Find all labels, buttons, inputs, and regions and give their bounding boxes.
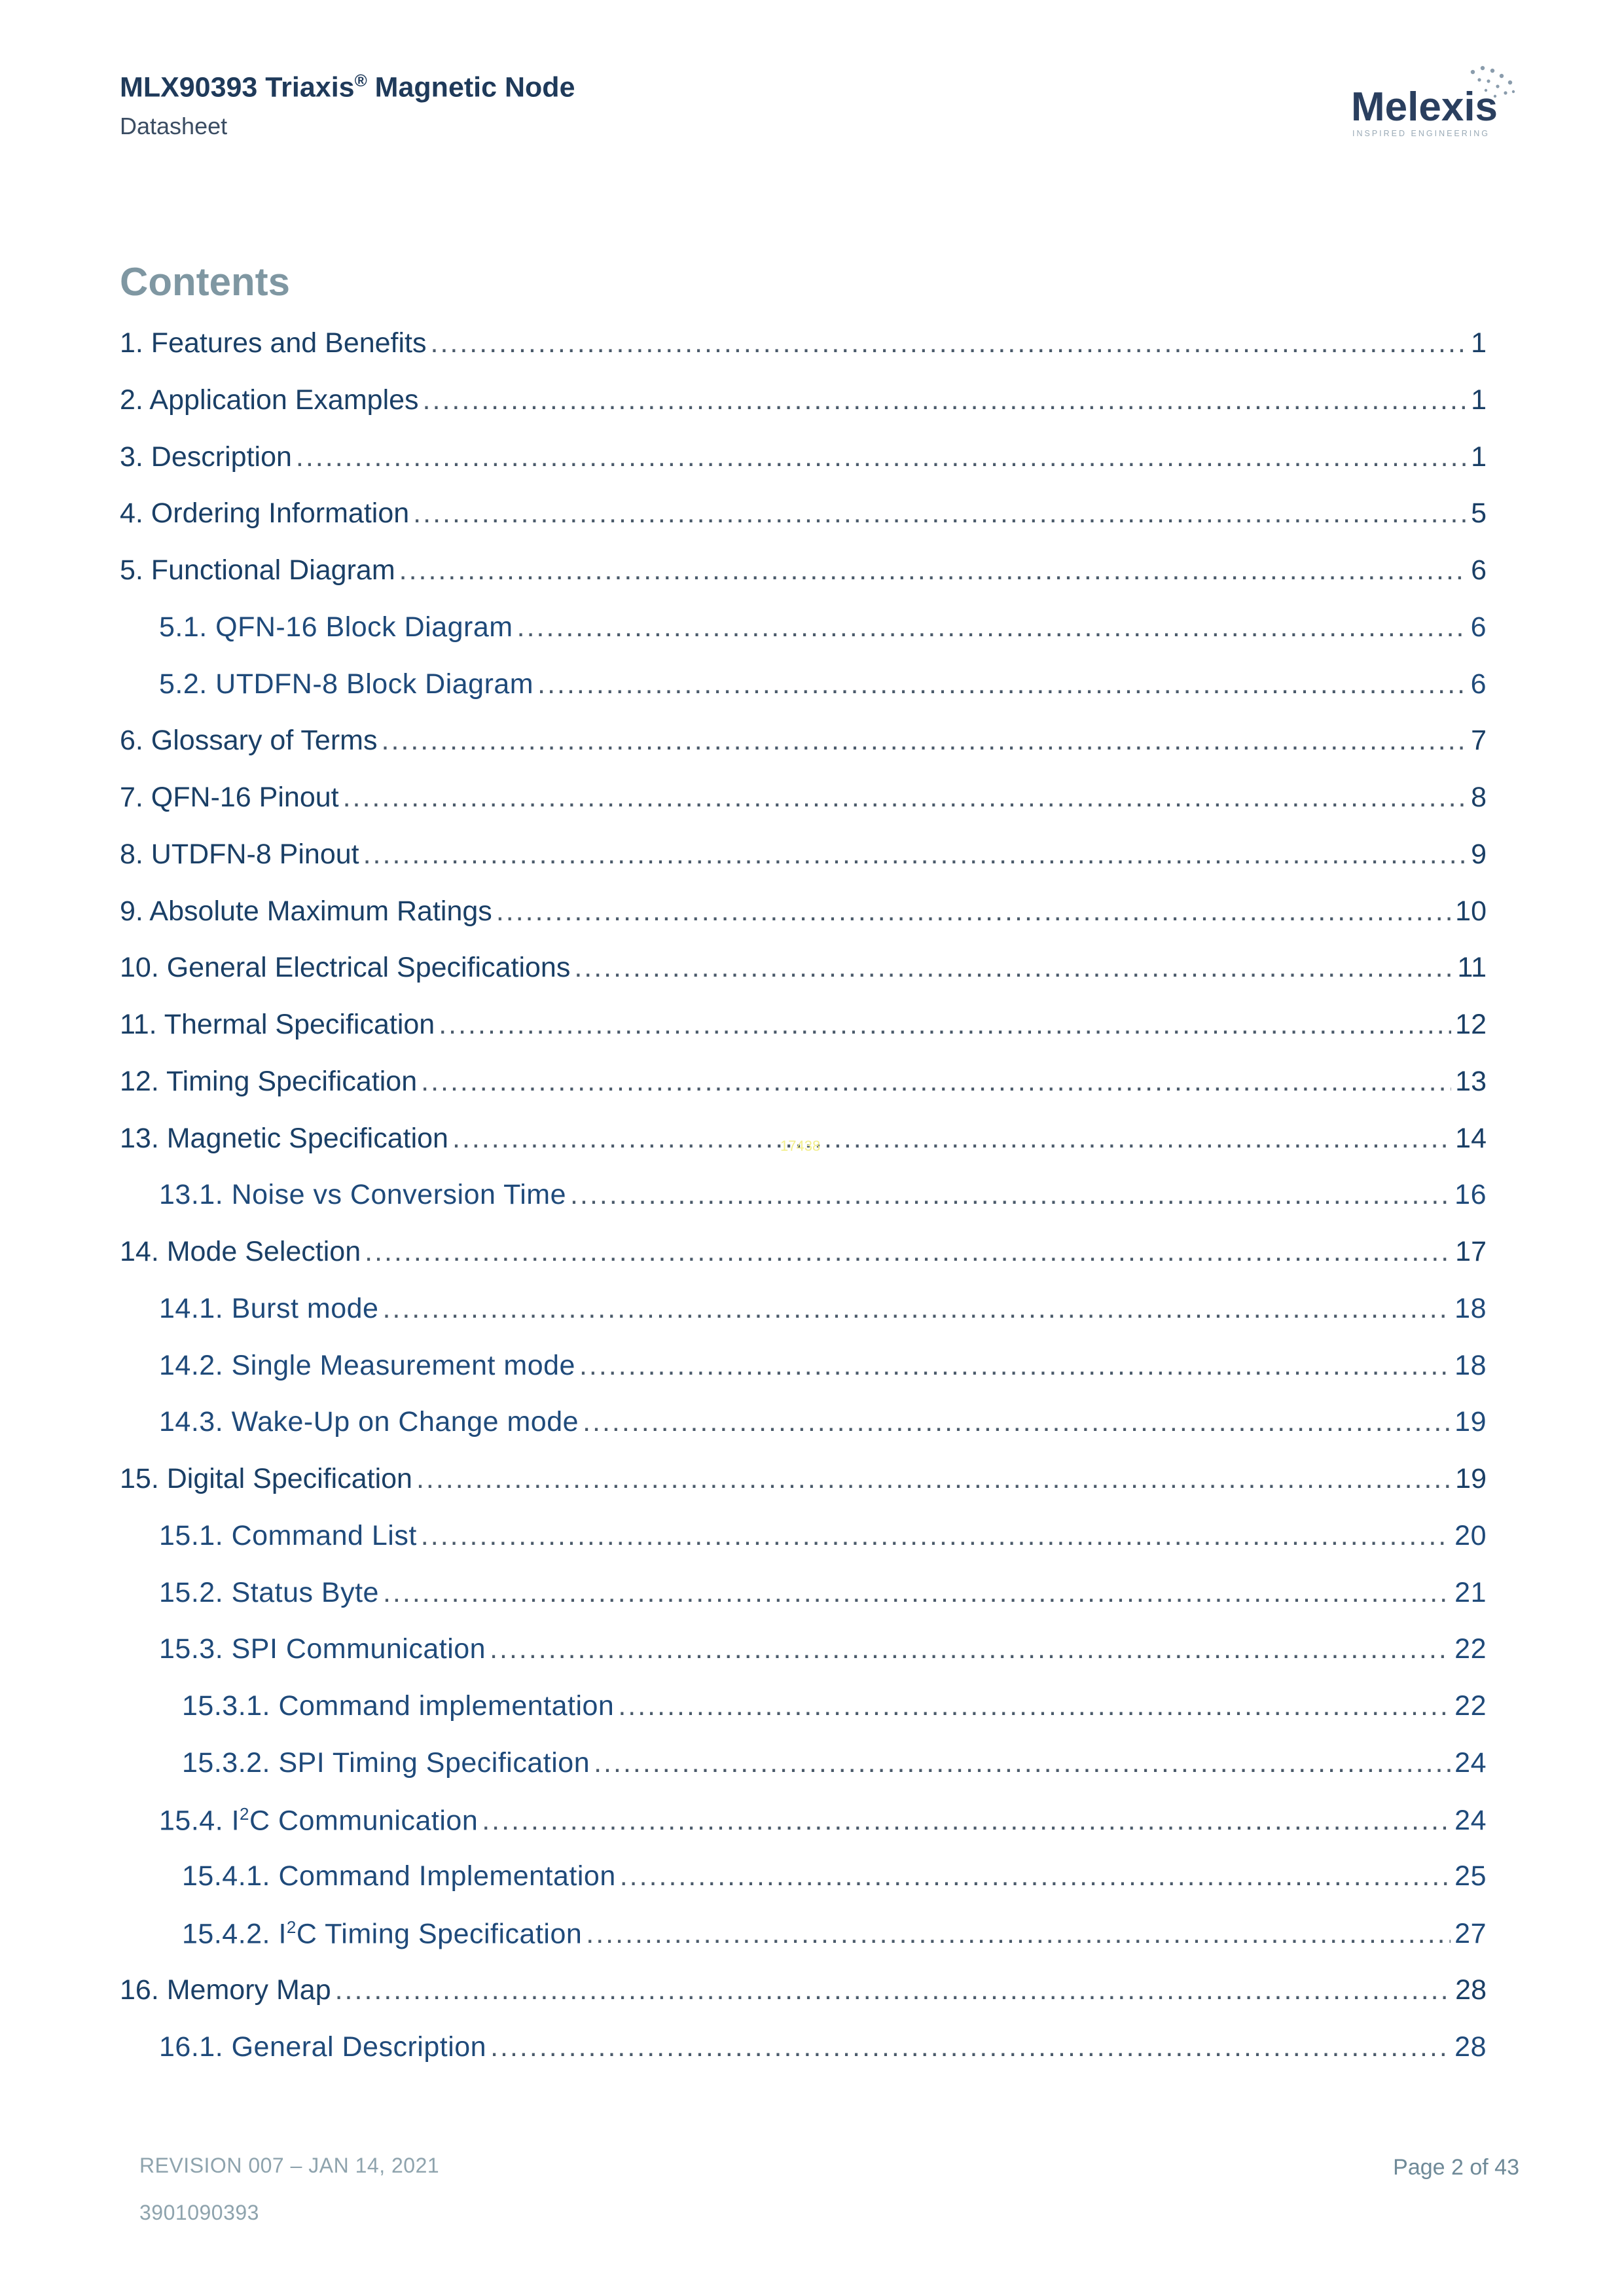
toc-entry-title: 6. Glossary of Terms: [120, 725, 378, 757]
toc-entry-page: 7: [1471, 725, 1487, 757]
toc-dot-leader: [618, 1690, 1451, 1722]
toc-entry-title: 15. Digital Specification: [120, 1463, 412, 1494]
toc-entry-title-suffix: C Timing Specification: [296, 1918, 583, 1950]
toc-entry-title: 15.4.1. Command Implementation: [182, 1860, 616, 1892]
toc-entry[interactable]: [120, 2025, 1487, 2082]
toc-entry[interactable]: [120, 1002, 1487, 1059]
toc-dot-leader: [490, 2031, 1451, 2063]
toc-dot-leader: [583, 1406, 1451, 1438]
toc-dot-leader: [382, 725, 1468, 757]
toc-entry-page: 18: [1454, 1292, 1487, 1324]
toc-dot-leader: [439, 1009, 1451, 1041]
toc-dot-leader: [421, 1066, 1451, 1098]
toc-entry-page: 24: [1454, 1746, 1487, 1779]
toc-entry[interactable]: [120, 1911, 1487, 1968]
toc-entry-title: [159, 1804, 478, 1837]
toc-entry-page: 25: [1454, 1860, 1487, 1892]
logo-wordmark: Melexis: [1351, 84, 1498, 130]
toc-entry[interactable]: [120, 889, 1487, 946]
toc-dot-leader: [296, 441, 1467, 473]
toc-entry-title: 15.3.1. Command implementation: [182, 1690, 615, 1722]
footer-document-number: 3901090393: [139, 2201, 259, 2224]
toc-entry-title: 14.1. Burst mode: [159, 1292, 379, 1324]
document-title-text: MLX90393 Triaxis: [120, 71, 355, 103]
toc-entry-page: 8: [1471, 782, 1487, 813]
toc-entry-page: 28: [1454, 2031, 1487, 2063]
toc-entry-title: 12. Timing Specification: [120, 1065, 418, 1097]
toc-entry-page: 27: [1454, 1918, 1487, 1950]
toc-entry-page: 18: [1454, 1349, 1487, 1381]
toc-dot-leader: [570, 1179, 1451, 1211]
toc-dot-leader: [482, 1805, 1451, 1837]
toc-entry[interactable]: [120, 1798, 1487, 1854]
registered-mark: ®: [354, 71, 367, 90]
toc-entry-page: 6: [1470, 611, 1487, 643]
toc-entry-title: 14.3. Wake-Up on Change mode: [159, 1406, 579, 1438]
toc-entry-title: 5.2. UTDFN-8 Block Diagram: [159, 668, 534, 700]
toc-entry-page: 22: [1454, 1690, 1487, 1722]
toc-entry-page: 17: [1455, 1236, 1487, 1267]
toc-entry-page: 16: [1454, 1179, 1487, 1211]
toc-entry-title: 5.1. QFN-16 Block Diagram: [159, 611, 513, 643]
toc-dot-leader: [594, 1747, 1451, 1779]
toc-entry-page: 10: [1455, 895, 1487, 927]
toc-entry-title: 14.2. Single Measurement mode: [159, 1349, 575, 1381]
toc-entry-title: 4. Ordering Information: [120, 497, 410, 530]
toc-entry-page: 1: [1471, 327, 1487, 359]
toc-entry[interactable]: [120, 945, 1487, 1002]
toc-entry-page: 11: [1457, 952, 1487, 984]
document-subtitle: Datasheet: [120, 113, 228, 139]
toc-entry-page: 6: [1470, 668, 1487, 700]
toc-dot-leader: [574, 952, 1453, 984]
logo-tagline: INSPIRED ENGINEERING: [1352, 129, 1490, 138]
toc-entry-title: 1. Features and Benefits: [120, 327, 427, 359]
toc-entry-title-superscript: 2: [240, 1803, 249, 1824]
toc-entry[interactable]: [120, 1456, 1487, 1513]
toc-entry-title: 16.1. General Description: [159, 2031, 487, 2063]
toc-entry[interactable]: [120, 435, 1487, 492]
toc-entry[interactable]: [120, 1854, 1487, 1911]
toc-dot-leader: [490, 1633, 1451, 1665]
toc-entry[interactable]: [120, 718, 1487, 775]
toc-entry-title-prefix: 15.4. I: [159, 1804, 240, 1836]
toc-entry[interactable]: [120, 1400, 1487, 1456]
toc-entry[interactable]: [120, 1627, 1487, 1684]
toc-entry-title: 2. Application Examples: [120, 384, 419, 416]
toc-dot-leader: [413, 497, 1467, 530]
toc-entry-title: 16. Memory Map: [120, 1974, 331, 2006]
toc-entry[interactable]: [120, 662, 1487, 719]
toc-dot-leader: [399, 554, 1467, 587]
toc-entry-title: 14. Mode Selection: [120, 1236, 361, 1267]
toc-entry-title: 13.1. Noise vs Conversion Time: [159, 1179, 567, 1211]
toc-entry[interactable]: [120, 1741, 1487, 1798]
toc-entry-page: 20: [1454, 1519, 1487, 1551]
toc-dot-leader: [363, 839, 1467, 871]
document-title-suffix: Magnetic Node: [367, 71, 575, 103]
toc-entry[interactable]: [120, 1513, 1487, 1570]
toc-entry-page: 9: [1471, 838, 1487, 870]
toc-entry[interactable]: [120, 1684, 1487, 1741]
toc-entry-page: 13: [1455, 1065, 1487, 1097]
toc-entry-title: 13. Magnetic Specification: [120, 1122, 448, 1154]
melexis-logo: [1348, 60, 1545, 145]
toc-dot-leader: [517, 611, 1467, 643]
watermark-text: 17438: [780, 1138, 821, 1154]
contents-heading: Contents: [120, 260, 290, 304]
toc-entry-title: 5. Functional Diagram: [120, 554, 395, 586]
toc-entry-title-superscript: 2: [286, 1917, 297, 1937]
document-title: [120, 71, 575, 103]
toc-entry-page: 22: [1454, 1633, 1487, 1665]
toc-dot-leader: [382, 1293, 1451, 1325]
toc-entry-title: 3. Description: [120, 441, 292, 473]
toc-dot-leader: [416, 1463, 1451, 1495]
toc-entry-title: [182, 1917, 582, 1950]
toc-entry-title: 9. Absolute Maximum Ratings: [120, 895, 492, 927]
toc-entry[interactable]: [120, 378, 1487, 435]
toc-entry-page: 19: [1454, 1406, 1487, 1438]
toc-entry[interactable]: [120, 775, 1487, 832]
toc-entry[interactable]: [120, 1229, 1487, 1286]
toc-dot-leader: [365, 1236, 1451, 1268]
toc-dot-leader: [537, 668, 1466, 700]
toc-entry[interactable]: [120, 1059, 1487, 1116]
toc-entry[interactable]: [120, 491, 1487, 548]
toc-entry-page: 1: [1471, 441, 1487, 473]
toc-entry-page: 12: [1455, 1009, 1487, 1040]
footer-revision: REVISION 007 – JAN 14, 2021: [139, 2154, 440, 2177]
toc-dot-leader: [620, 1860, 1451, 1892]
toc-dot-leader: [423, 384, 1468, 416]
toc-dot-leader: [452, 1123, 1451, 1155]
toc-entry[interactable]: [120, 1570, 1487, 1627]
toc-entry-page: 21: [1454, 1576, 1487, 1608]
toc-entry[interactable]: [120, 321, 1487, 378]
toc-entry-page: 28: [1455, 1974, 1487, 2006]
footer-page-number: Page 2 of 43: [1393, 2155, 1519, 2180]
toc-entry-title: 15.3.2. SPI Timing Specification: [182, 1746, 590, 1779]
toc-entry[interactable]: [120, 605, 1487, 662]
toc-entry-page: 6: [1471, 554, 1487, 586]
toc-entry-page: 24: [1454, 1804, 1487, 1836]
toc-dot-leader: [496, 895, 1451, 928]
toc-entry-title: 8. UTDFN-8 Pinout: [120, 838, 359, 870]
toc-dot-leader: [335, 1974, 1452, 2006]
toc-dot-leader: [431, 327, 1468, 359]
toc-entry-title-suffix: C Communication: [249, 1804, 478, 1836]
toc-entry[interactable]: [120, 1286, 1487, 1343]
toc-entry[interactable]: [120, 832, 1487, 889]
toc-entry-page: 14: [1455, 1122, 1487, 1154]
toc-entry-page: 1: [1471, 384, 1487, 416]
toc-dot-leader: [421, 1520, 1451, 1552]
toc-entry-title: 7. QFN-16 Pinout: [120, 782, 339, 813]
toc-entry-title: 15.1. Command List: [159, 1519, 417, 1551]
toc-entry[interactable]: [120, 1968, 1487, 2025]
table-of-contents: [120, 321, 1487, 2081]
toc-dot-leader: [383, 1577, 1451, 1609]
toc-entry-page: 5: [1471, 497, 1487, 530]
toc-entry[interactable]: [120, 1172, 1487, 1229]
toc-entry-title: 11. Thermal Specification: [120, 1009, 435, 1040]
toc-entry-page: 19: [1455, 1463, 1487, 1494]
toc-dot-leader: [343, 782, 1467, 814]
toc-entry[interactable]: [120, 1343, 1487, 1400]
toc-dot-leader: [586, 1918, 1451, 1950]
toc-entry-title-prefix: 15.4.2. I: [182, 1918, 287, 1950]
toc-entry-title: 15.2. Status Byte: [159, 1576, 379, 1608]
toc-entry-title: 10. General Electrical Specifications: [120, 952, 571, 984]
toc-entry[interactable]: [120, 548, 1487, 605]
toc-entry-title: 15.3. SPI Communication: [159, 1633, 486, 1665]
toc-dot-leader: [579, 1350, 1451, 1382]
